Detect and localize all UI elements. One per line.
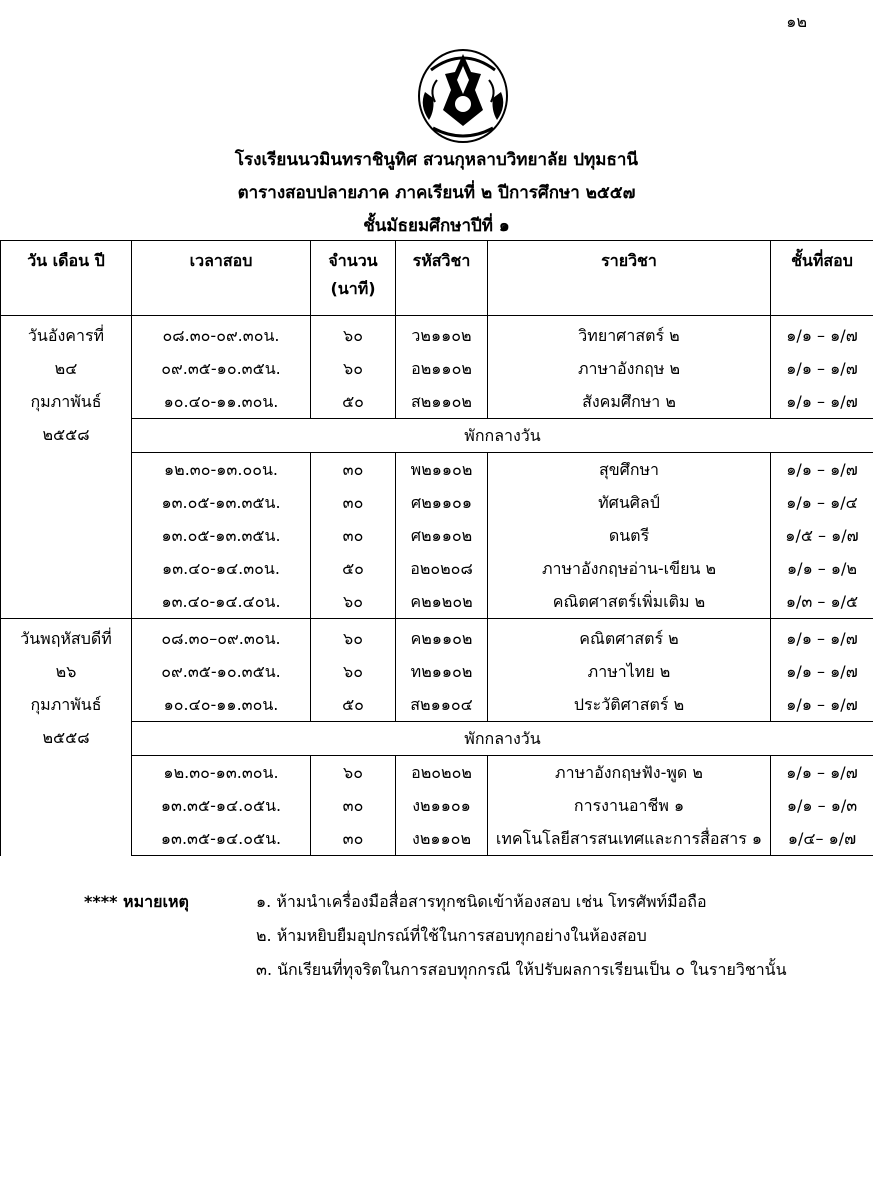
exam-duration: ๖๐ bbox=[311, 352, 396, 385]
subject-code: อ๒๑๑๐๒ bbox=[396, 352, 488, 385]
subject-name: เทคโนโลยีสารสนเทศและการสื่อสาร ๑ bbox=[488, 822, 771, 856]
exam-row bbox=[1, 789, 873, 822]
exam-date-line: ๒๖ bbox=[55, 662, 77, 681]
subject-code: พ๒๑๑๐๒ bbox=[396, 453, 488, 487]
subject-code: ค๒๑๒๐๒ bbox=[396, 585, 488, 619]
exam-schedule-table bbox=[0, 240, 873, 856]
exam-rooms: ๑/๑ – ๑/๗ bbox=[771, 352, 873, 385]
exam-duration: ๓๐ bbox=[311, 486, 396, 519]
exam-row bbox=[1, 519, 873, 552]
subject-code: ง๒๑๑๐๒ bbox=[396, 822, 488, 856]
exam-rooms: ๑/๓ – ๑/๕ bbox=[771, 585, 873, 619]
exam-time: ๑๓.๓๕-๑๔.๐๕น. bbox=[132, 789, 311, 822]
lunch-break-row bbox=[1, 419, 873, 453]
exam-time: ๑๒.๓๐-๑๓.๓๐น. bbox=[132, 756, 311, 790]
exam-time: ๐๘.๓๐-๐๙.๓๐น. bbox=[132, 316, 311, 353]
lunch-break-label: พักกลางวัน bbox=[132, 419, 873, 453]
exam-row bbox=[1, 486, 873, 519]
exam-duration: ๕๐ bbox=[311, 688, 396, 722]
exam-rooms: ๑/๑ – ๑/๗ bbox=[771, 453, 873, 487]
exam-time: ๐๘.๓๐–๐๙.๓๐น. bbox=[132, 619, 311, 656]
exam-rooms: ๑/๑ – ๑/๓ bbox=[771, 789, 873, 822]
header-duration bbox=[311, 241, 396, 316]
exam-date-line: ๒๕๕๘ bbox=[42, 728, 90, 747]
exam-row bbox=[1, 619, 873, 656]
subject-code: ท๒๑๑๐๒ bbox=[396, 655, 488, 688]
exam-duration: ๕๐ bbox=[311, 552, 396, 585]
exam-rooms: ๑/๑ – ๑/๔ bbox=[771, 486, 873, 519]
exam-rooms: ๑/๑ – ๑/๗ bbox=[771, 316, 873, 353]
exam-date-line: ๒๕๕๘ bbox=[42, 425, 90, 444]
exam-duration: ๓๐ bbox=[311, 789, 396, 822]
subject-name: ประวัติศาสตร์ ๒ bbox=[488, 688, 771, 722]
header-date: วัน เดือน ปี bbox=[1, 241, 132, 316]
exam-rooms: ๑/๑ – ๑/๗ bbox=[771, 655, 873, 688]
exam-rooms: ๑/๑ – ๑/๗ bbox=[771, 688, 873, 722]
exam-row bbox=[1, 655, 873, 688]
subject-name: ดนตรี bbox=[488, 519, 771, 552]
subject-code: ส๒๑๑๐๔ bbox=[396, 688, 488, 722]
exam-rooms: ๑/๕ – ๑/๗ bbox=[771, 519, 873, 552]
exam-date-line: กุมภาพันธ์ bbox=[30, 392, 102, 411]
exam-rooms: ๑/๑ – ๑/๗ bbox=[771, 619, 873, 656]
subject-code: ส๒๑๑๐๒ bbox=[396, 385, 488, 419]
exam-row bbox=[1, 352, 873, 385]
exam-time: ๐๙.๓๕-๑๐.๓๕น. bbox=[132, 352, 311, 385]
exam-date-cell bbox=[1, 316, 132, 619]
exam-time: ๑๐.๔๐-๑๑.๓๐น. bbox=[132, 688, 311, 722]
header-code: รหัสวิชา bbox=[396, 241, 488, 316]
exam-time: ๑๒.๓๐-๑๓.๐๐น. bbox=[132, 453, 311, 487]
subject-name: ภาษาอังกฤษ ๒ bbox=[488, 352, 771, 385]
exam-time: ๑๓.๐๕-๑๓.๓๕น. bbox=[132, 519, 311, 552]
exam-duration: ๖๐ bbox=[311, 655, 396, 688]
exam-rooms: ๑/๑ – ๑/๒ bbox=[771, 552, 873, 585]
subject-name: คณิตศาสตร์เพิ่มเติม ๒ bbox=[488, 585, 771, 619]
header-subject: รายวิชา bbox=[488, 241, 771, 316]
exam-duration: ๕๐ bbox=[311, 385, 396, 419]
exam-date-line: กุมภาพันธ์ bbox=[30, 695, 102, 714]
exam-date-line: ๒๔ bbox=[54, 359, 78, 378]
subject-name: สังคมศึกษา ๒ bbox=[488, 385, 771, 419]
exam-duration: ๓๐ bbox=[311, 519, 396, 552]
note-item: ๓. นักเรียนที่ทุจริตในการสอบทุกกรณี ให้ปรับผลการเรียนเป็น ๐ ในรายวิชานั้น bbox=[256, 960, 787, 979]
subject-name: สุขศึกษา bbox=[488, 453, 771, 487]
exam-title: ตารางสอบปลายภาค ภาคเรียนที่ ๒ ปีการศึกษา ๒๕๕๗ bbox=[237, 183, 636, 203]
header-rooms: ชั้นที่สอบ bbox=[771, 241, 873, 316]
exam-date-cell bbox=[1, 619, 132, 856]
subject-code: อ๒๐๒๐๒ bbox=[396, 756, 488, 790]
subject-name: ภาษาอังกฤษฟัง-พูด ๒ bbox=[488, 756, 771, 790]
exam-time: ๐๙.๓๕-๑๐.๓๕น. bbox=[132, 655, 311, 688]
exam-row bbox=[1, 385, 873, 419]
subject-name: ภาษาไทย ๒ bbox=[488, 655, 771, 688]
header-duration-line1: จำนวน bbox=[328, 251, 378, 270]
grade-level: ชั้นมัธยมศึกษาปีที่ ๑ bbox=[363, 216, 510, 236]
exam-row bbox=[1, 688, 873, 722]
exam-row bbox=[1, 552, 873, 585]
school-name: โรงเรียนนวมินทราชินูทิศ สวนกุหลาบวิทยาลัย ปทุมธานี bbox=[234, 150, 639, 170]
exam-time: ๑๓.๐๕-๑๓.๓๕น. bbox=[132, 486, 311, 519]
exam-duration: ๓๐ bbox=[311, 822, 396, 856]
exam-rooms: ๑/๔– ๑/๗ bbox=[771, 822, 873, 856]
subject-code: ง๒๑๑๐๑ bbox=[396, 789, 488, 822]
exam-time: ๑๓.๓๕-๑๔.๐๕น. bbox=[132, 822, 311, 856]
subject-code: อ๒๐๒๐๘ bbox=[396, 552, 488, 585]
exam-duration: ๖๐ bbox=[311, 756, 396, 790]
exam-date-line: วันอังคารที่ bbox=[27, 326, 105, 345]
subject-code: ว๒๑๑๐๒ bbox=[396, 316, 488, 353]
exam-duration: ๖๐ bbox=[311, 619, 396, 656]
subject-code: ศ๒๑๑๐๒ bbox=[396, 519, 488, 552]
exam-row bbox=[1, 585, 873, 619]
header-time: เวลาสอบ bbox=[132, 241, 311, 316]
exam-row bbox=[1, 453, 873, 487]
subject-name: ภาษาอังกฤษอ่าน-เขียน ๒ bbox=[488, 552, 771, 585]
exam-date-line: วันพฤหัสบดีที่ bbox=[20, 629, 112, 648]
lunch-break-row bbox=[1, 722, 873, 756]
subject-code: ค๒๑๑๐๒ bbox=[396, 619, 488, 656]
header-duration-line2: (นาที) bbox=[330, 279, 376, 298]
subject-code: ศ๒๑๑๐๑ bbox=[396, 486, 488, 519]
header-row bbox=[1, 241, 873, 316]
exam-time: ๑๐.๔๐-๑๑.๓๐น. bbox=[132, 385, 311, 419]
exam-row bbox=[1, 316, 873, 353]
subject-name: การงานอาชีพ ๑ bbox=[488, 789, 771, 822]
exam-time: ๑๓.๔๐-๑๔.๔๐น. bbox=[132, 585, 311, 619]
exam-rooms: ๑/๑ – ๑/๗ bbox=[771, 385, 873, 419]
note-item: ๒. ห้ามหยิบยืมอุปกรณ์ที่ใช้ในการสอบทุกอย่างในห้องสอบ bbox=[256, 926, 647, 945]
lunch-break-label: พักกลางวัน bbox=[132, 722, 873, 756]
subject-name: วิทยาศาสตร์ ๒ bbox=[488, 316, 771, 353]
note-item: ๑. ห้ามนำเครื่องมือสื่อสารทุกชนิดเข้าห้องสอบ เช่น โทรศัพท์มือถือ bbox=[256, 892, 707, 911]
exam-duration: ๓๐ bbox=[311, 453, 396, 487]
exam-rooms: ๑/๑ – ๑/๗ bbox=[771, 756, 873, 790]
notes-label: **** หมายเหตุ bbox=[84, 892, 189, 911]
school-seal-logo bbox=[411, 40, 515, 148]
exam-row bbox=[1, 756, 873, 790]
exam-time: ๑๓.๔๐-๑๔.๓๐น. bbox=[132, 552, 311, 585]
subject-name: ทัศนศิลป์ bbox=[488, 486, 771, 519]
subject-name: คณิตศาสตร์ ๒ bbox=[488, 619, 771, 656]
exam-duration: ๖๐ bbox=[311, 316, 396, 353]
exam-duration: ๖๐ bbox=[311, 585, 396, 619]
page-number: ๑๒ bbox=[786, 12, 807, 31]
exam-row bbox=[1, 822, 873, 856]
